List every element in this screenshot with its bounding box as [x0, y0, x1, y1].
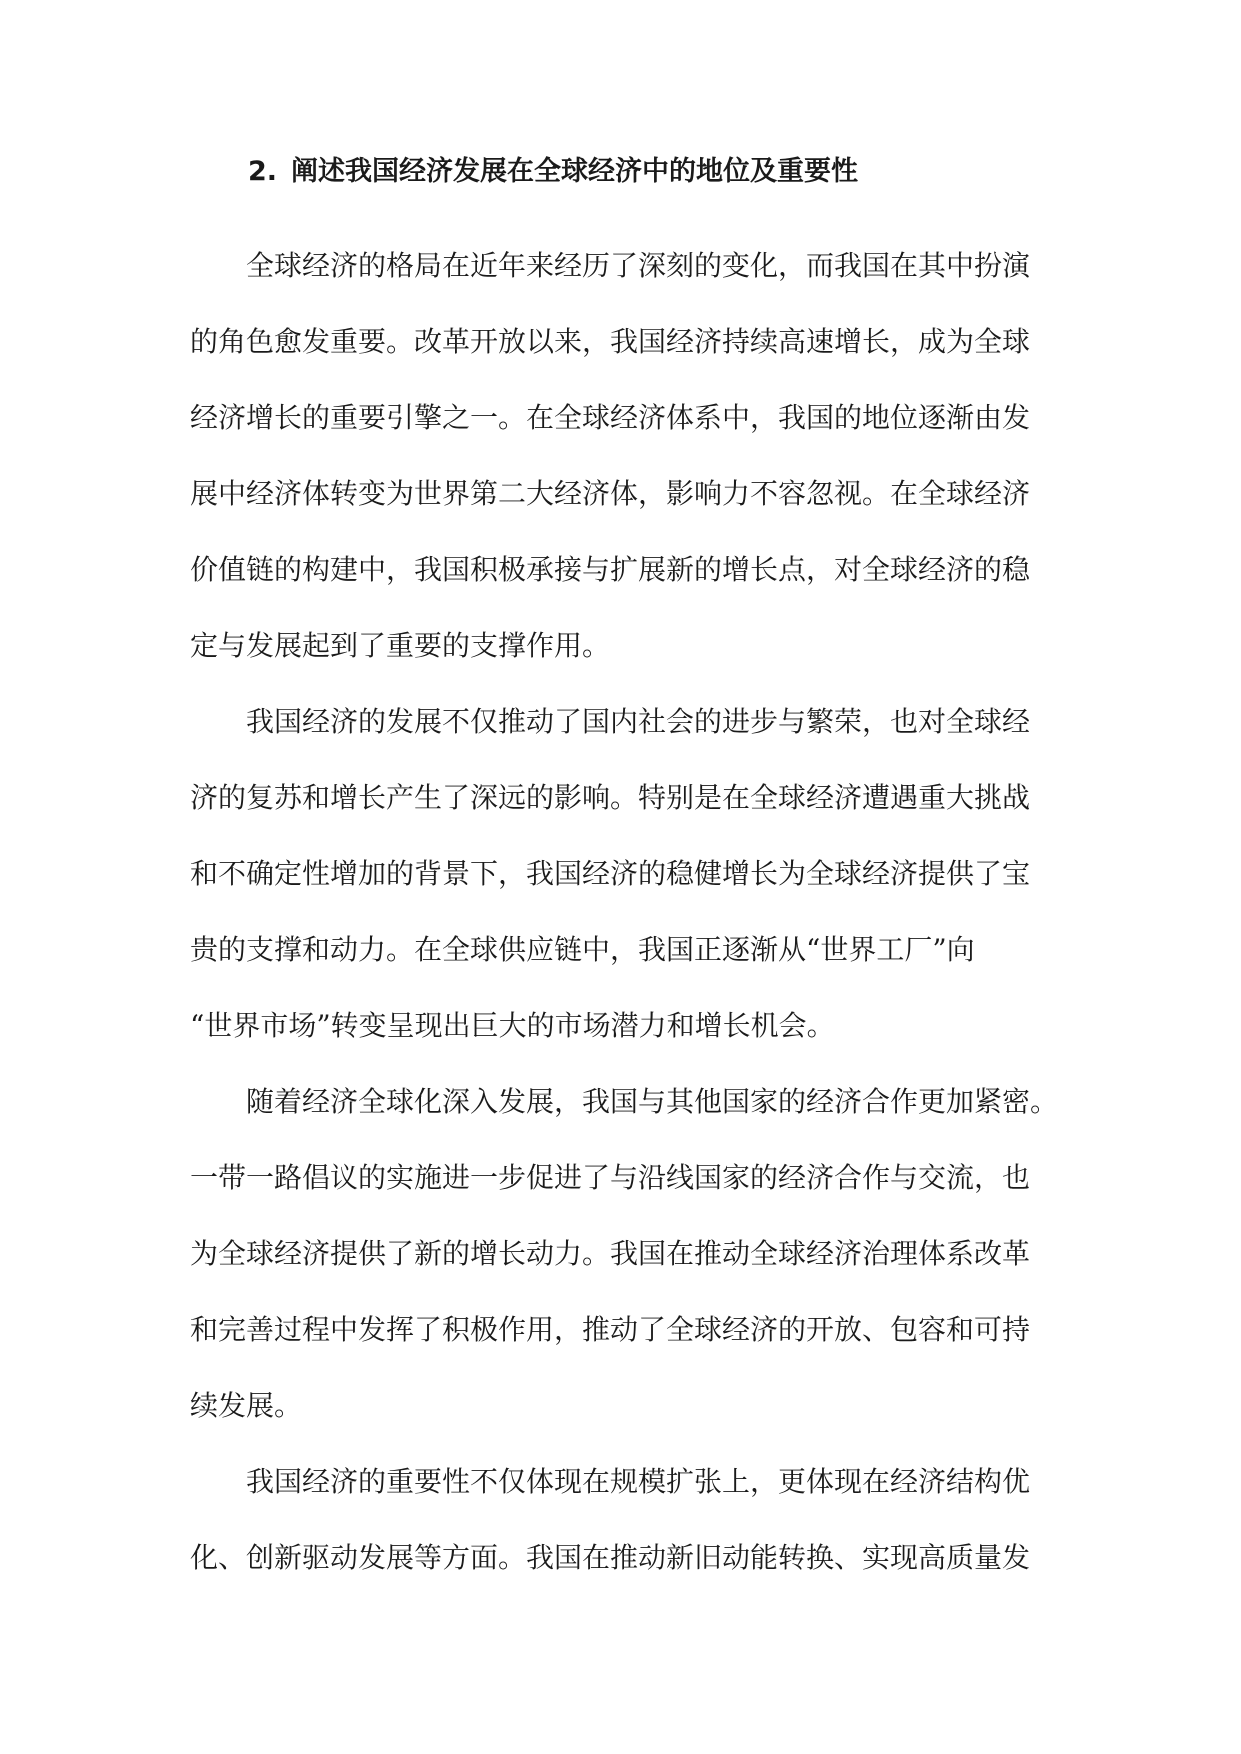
text-line: 随着经济全球化深入发展，我国与其他国家的经济合作更加紧密。 [190, 1085, 1059, 1118]
text-line: 和不确定性增加的背景下，我国经济的稳健增长为全球经济提供了宝 [190, 857, 1031, 890]
text-line: 我国经济的重要性不仅体现在规模扩张上，更体现在经济结构优 [190, 1465, 1031, 1498]
body-text [190, 228, 1060, 1596]
paragraph-1 [190, 228, 1060, 684]
text-line: 和完善过程中发挥了积极作用，推动了全球经济的开放、包容和可持 [190, 1313, 1031, 1346]
text-line: 的角色愈发重要。改革开放以来，我国经济持续高速增长，成为全球 [190, 325, 1031, 358]
text-line: 化、创新驱动发展等方面。我国在推动新旧动能转换、实现高质量发 [190, 1541, 1031, 1574]
text-line: 展中经济体转变为世界第二大经济体，影响力不容忽视。在全球经济 [190, 477, 1031, 510]
text-line: 价值链的构建中，我国积极承接与扩展新的增长点，对全球经济的稳 [190, 553, 1031, 586]
text-line: 贵的支撑和动力。在全球供应链中，我国正逐渐从“世界工厂”向 [190, 933, 975, 966]
text-line: 我国经济的发展不仅推动了国内社会的进步与繁荣，也对全球经 [190, 705, 1031, 738]
section-heading [248, 150, 858, 194]
text-line: 全球经济的格局在近年来经历了深刻的变化，而我国在其中扮演 [190, 249, 1031, 282]
text-line: 一带一路倡议的实施进一步促进了与沿线国家的经济合作与交流，也 [190, 1161, 1031, 1194]
text-line: 续发展。 [190, 1389, 303, 1422]
section-number: 2. [248, 156, 278, 187]
text-line: “世界市场”转变呈现出巨大的市场潜力和增长机会。 [190, 1009, 835, 1042]
text-line: 经济增长的重要引擎之一。在全球经济体系中，我国的地位逐渐由发 [190, 401, 1031, 434]
text-line: 定与发展起到了重要的支撑作用。 [190, 629, 611, 662]
text-line: 为全球经济提供了新的增长动力。我国在推动全球经济治理体系改革 [190, 1237, 1031, 1270]
paragraph-4 [190, 1444, 1060, 1596]
section-title: 阐述我国经济发展在全球经济中的地位及重要性 [291, 156, 859, 187]
text-line: 济的复苏和增长产生了深远的影响。特别是在全球经济遭遇重大挑战 [190, 781, 1031, 814]
paragraph-2 [190, 684, 1060, 1064]
paragraph-3 [190, 1064, 1060, 1444]
